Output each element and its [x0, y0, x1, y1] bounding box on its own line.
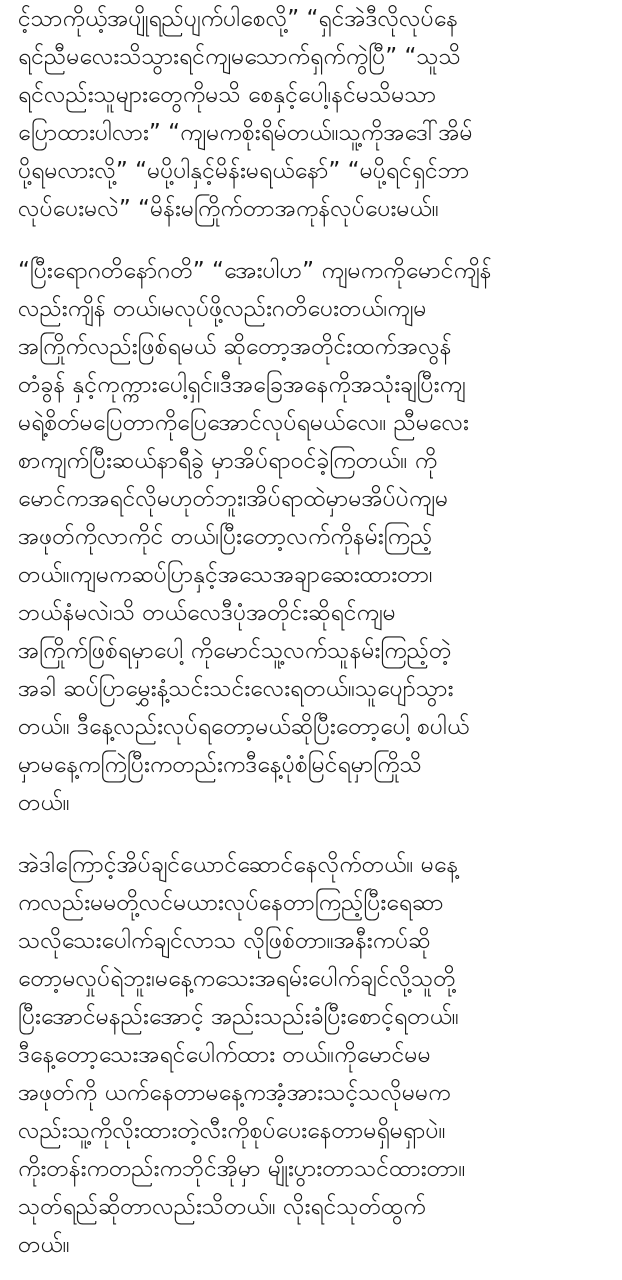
paragraph-gap [18, 228, 614, 252]
text-line: မောင်ကအရင်လိုမဟုတ်ဘူး၊အိပ်ရာထဲမှာမအိပ်ပဲကျမ [18, 486, 449, 512]
text-line: အဖုတ်ကို ယက်နေတာမနေ့ကအံ့အားသင့်သလိုမမက [18, 1080, 451, 1106]
text-line: ရင်ညီမလေးသိသွားရင်ကျမသောက်ရှက်ကွဲပြီ” “သူသိ [18, 44, 461, 70]
paragraph-gap [18, 822, 614, 846]
text-line: ဒီနေ့တော့သေးအရင်ပေါက်ထား တယ်။ကိုမောင်မမ [18, 1042, 431, 1068]
text-line: ကိုးတန်းကတည်းကဘိုင်အိုမှာ မျိုးပွားတာသင်ထားတာ။ [18, 1156, 466, 1182]
text-line: ပြီးအောင်မနည်းအောင့် အည်းသည်းခံပြီးစောင့်ရတယ်။ [18, 1004, 459, 1030]
text-line: တယ်။ [18, 790, 70, 816]
text-line: မှာမနေ့ကကြဲပြီးကတည်းကဒီနေ့ပုံစံမြင်ရမှာကြိုသိ [18, 752, 422, 778]
text-line: ပြောထားပါလား” “ကျမကစိုးရိမ်တယ်။သူ့ကိုအဒေါ်အိမ် [18, 120, 473, 146]
text-line: အဲဒါကြောင့်အိပ်ချင်ယောင်ဆောင်နေလိုက်တယ်။ မနေ့ [18, 852, 459, 878]
text-line: မရဲ့စိတ်မပြေတာကိုပြေအောင်လုပ်ရမယ်လေ။ ညီမလေး [18, 410, 469, 436]
text-line: တယ်။ ဒီနေ့လည်းလုပ်ရတော့မယ်ဆိုပြီးတော့ပေါ့ စပါယ် [18, 714, 470, 740]
text-line: တယ်။ [18, 1232, 70, 1258]
paragraph-1 [18, 0, 614, 228]
text-line: ကလည်းမမတို့လင်မယားလုပ်နေတာကြည့်ပြီးရေဆာ [18, 890, 444, 916]
text-line: လည်းကျိန် တယ်၊မလုပ်ဖို့လည်းဂတိပေးတယ်၊ကျမ [18, 296, 427, 322]
text-line: တယ်။ကျမကဆပ်ပြာနှင့်အသေအချာဆေးထားတာ၊ [18, 562, 433, 588]
text-line: အဖုတ်ကိုလာကိုင် တယ်၊ပြီးတော့လက်ကိုနမ်းကြည့် [18, 524, 433, 550]
text-line: တံခွန် နှင့်ကုက္ကားပေါ့ရှင်။ဒီအခြေအနေကိုအသုံးချပြီးကျ [18, 372, 466, 398]
text-line: ဘယ်နံမလဲ၊သိ တယ်လေဒီပုံအတိုင်းဆိုရင်ကျမ [18, 600, 396, 626]
paragraph-3 [18, 846, 614, 1264]
text-line: သလိုသေးပေါက်ချင်လာသ လိုဖြစ်တာ။အနီးကပ်ဆို [18, 928, 431, 954]
text-line: ရင်လည်းသူများတွေကိုမသိ စေနှင့်ပေါ့၊နင်မသိမသာ [18, 82, 437, 108]
text-line: ပို့ရမလားလို့” “မပို့ပါနှင့်မိန်းမရယ်နော်” “မပို့ရင်ရှင်ဘာ [18, 158, 470, 184]
text-line: အကြိုက်လည်းဖြစ်ရမယ် ဆိုတော့အတိုင်းထက်အလွန် [18, 334, 452, 360]
paragraph-2 [18, 252, 614, 822]
text-line: သုတ်ရည်ဆိုတာလည်းသိတယ်။ လိုးရင်သုတ်ထွက် [18, 1194, 426, 1220]
text-line: လည်းသူ့ကိုလိုးထားတဲ့လီးကိုစုပ်ပေးနေတာမရှိမရှာပဲ။ [18, 1118, 446, 1144]
text-line: “ပြီးရောဂတိနော်ဂတိ” “အေးပါဟ” ကျမကကိုမောင်ကျိန် [18, 258, 492, 284]
text-line: လုပ်ပေးမလဲ” “မိန်းမကြိုက်တာအကုန်လုပ်ပေးမယ်။ [18, 196, 439, 222]
text-line: င့်သာကိုယ့်အပျိုရည်ပျက်ပါစေလို့” “ရှင်အဲဒီလိုလုပ်နေ [18, 6, 459, 32]
text-line: အကြိုက်ဖြစ်ရမှာပေါ့ ကိုမောင်သူ့လက်သူနမ်းကြည့်တဲ့ [18, 638, 452, 664]
text-line: စာကျက်ပြီးဆယ်နာရီခွဲ မှာအိပ်ရာဝင်ခဲ့ကြတယ်။ ကို [18, 448, 438, 474]
text-line: အခါ ဆပ်ပြာမွှေးနံ့သင်းသင်းလေးရတယ်။သူပျော်သွား [18, 676, 454, 702]
text-line: တော့မလှုပ်ရဲဘူး၊မနေ့ကသေးအရမ်းပေါက်ချင်လို့သူတို့ [18, 966, 456, 992]
